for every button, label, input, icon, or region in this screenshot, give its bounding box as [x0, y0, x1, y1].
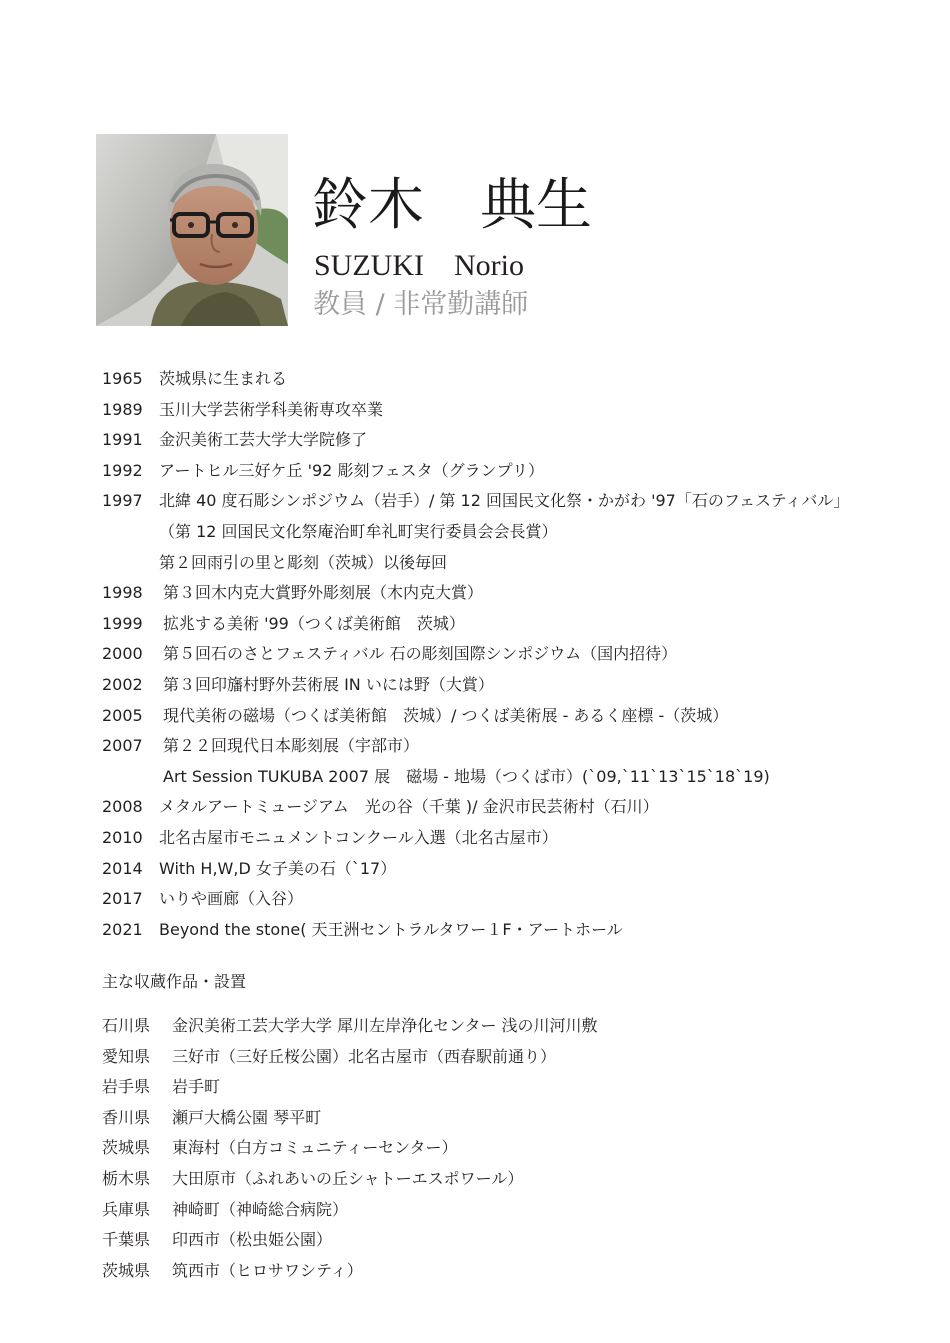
history-item [102, 854, 849, 885]
history-text: Beyond the stone( 天王洲セントラルタワー１F・アートホール [159, 919, 623, 939]
history-text: 第２回雨引の里と彫刻（茨城）以後毎回 [159, 552, 448, 572]
collection-prefecture: 千葉県 [102, 1230, 151, 1250]
collection-item [102, 1256, 598, 1287]
collection-text: 東海村（白方コミュニティーセンター） [172, 1138, 458, 1158]
history-text: 現代美術の磁場（つくば美術館 茨城）/ つくば美術展 - あるく座標 -（茨城） [163, 705, 729, 725]
history-item [102, 915, 849, 946]
career-history-list [102, 364, 849, 945]
history-item-continuation [102, 762, 849, 793]
history-year: 2021 [102, 919, 143, 939]
collections-heading: 主な収蔵作品・設置 [102, 972, 247, 991]
history-item-continuation [102, 517, 849, 548]
history-text: 第３回木内克大賞野外彫刻展（木内克大賞） [163, 583, 484, 603]
history-text: （第 12 回国民文化祭庵治町牟礼町実行委員会会長賞） [159, 521, 558, 541]
history-text: 第２２回現代日本彫刻展（宇部市） [163, 736, 420, 756]
collection-prefecture: 石川県 [102, 1016, 151, 1035]
history-item [102, 792, 849, 823]
history-year: 1992 [102, 460, 143, 480]
history-item [102, 701, 849, 732]
collection-text: 筑西市（ヒロサワシティ） [172, 1260, 363, 1280]
history-year: 2000 [102, 644, 143, 664]
history-text: 茨城県に生まれる [159, 369, 288, 388]
history-item [102, 670, 849, 701]
collection-item [102, 1164, 598, 1195]
collection-prefecture: 兵庫県 [102, 1199, 151, 1219]
history-year: 2010 [102, 827, 143, 847]
history-year: 2008 [102, 797, 143, 817]
history-text: アートヒル三好ケ丘 '92 彫刻フェスタ（グランプリ） [159, 460, 545, 480]
history-item [102, 456, 849, 487]
history-item [102, 364, 849, 395]
history-item [102, 578, 849, 609]
history-text: 拡兆する美術 '99（つくば美術館 茨城） [163, 613, 465, 633]
collection-item [102, 1133, 598, 1164]
collection-text: 岩手町 [172, 1077, 221, 1097]
collection-prefecture: 茨城県 [102, 1138, 151, 1158]
history-text: 玉川大学芸術学科美術専攻卒業 [159, 399, 384, 419]
history-year: 1989 [102, 399, 143, 419]
history-item [102, 609, 849, 640]
history-item [102, 731, 849, 762]
collection-text: 大田原市（ふれあいの丘シャトーエスポワール） [172, 1168, 524, 1188]
collection-item [102, 1042, 598, 1073]
collection-text: 神崎町（神崎総合病院） [172, 1199, 349, 1219]
collection-item [102, 1103, 598, 1134]
history-text: 第５回石のさとフェスティバル 石の彫刻国際シンポジウム（国内招待） [163, 644, 678, 664]
portrait-illustration [96, 134, 288, 326]
history-item [102, 639, 849, 670]
history-year: 1965 [102, 369, 143, 388]
history-text: 金沢美術工芸大学大学院修了 [159, 430, 368, 450]
collection-text: 三好市（三好丘桜公園）北名古屋市（西春駅前通り） [172, 1046, 557, 1066]
collection-item [102, 1225, 598, 1256]
history-year: 2007 [102, 736, 143, 756]
portrait-photo [96, 134, 288, 326]
name-english: SUZUKI Norio [314, 249, 524, 282]
collection-prefecture: 香川県 [102, 1107, 151, 1127]
history-text: 北緯 40 度石彫シンポジウム（岩手）/ 第 12 回国民文化祭・かがわ '97「石のフェスティバル」 [159, 491, 850, 511]
collection-item [102, 1011, 598, 1042]
history-item [102, 486, 849, 517]
name-japanese: 鈴木 典生 [312, 173, 592, 238]
history-year: 1991 [102, 430, 143, 450]
collection-prefecture: 茨城県 [102, 1260, 151, 1280]
history-text: With H,W,D 女子美の石（`17） [159, 858, 397, 878]
history-text: メタルアートミュージアム 光の谷（千葉 )/ 金沢市民芸術村（石川） [159, 797, 659, 817]
history-year: 2017 [102, 889, 143, 909]
collection-item [102, 1072, 598, 1103]
collection-item [102, 1195, 598, 1226]
collection-prefecture: 岩手県 [102, 1077, 151, 1097]
collection-prefecture: 栃木県 [102, 1168, 151, 1188]
collection-prefecture: 愛知県 [102, 1046, 151, 1066]
history-text: Art Session TUKUBA 2007 展 磁場 - 地場（つくば市）(`09,`11`13`15`18`19) [163, 766, 770, 786]
history-item [102, 823, 849, 854]
history-text: いりや画廊（入谷） [159, 889, 304, 909]
history-text: 第３回印旛村野外芸術展 IN いには野（大賞） [163, 674, 494, 694]
collection-text: 印西市（松虫姫公園） [172, 1230, 333, 1250]
history-year: 2014 [102, 858, 143, 878]
history-year: 1997 [102, 491, 143, 511]
collections-list [102, 1011, 598, 1286]
history-item [102, 425, 849, 456]
history-item-continuation [102, 548, 849, 579]
role-title: 教員 / 非常勤講師 [313, 289, 529, 320]
history-item [102, 884, 849, 915]
history-year: 1998 [102, 583, 143, 603]
history-year: 2002 [102, 674, 143, 694]
history-year: 1999 [102, 613, 143, 633]
collection-text: 瀬戸大橋公園 琴平町 [172, 1107, 322, 1127]
history-year: 2005 [102, 705, 143, 725]
history-text: 北名古屋市モニュメントコンクール入選（北名古屋市） [159, 827, 558, 847]
collection-text: 金沢美術工芸大学大学 犀川左岸浄化センター 浅の川河川敷 [172, 1016, 598, 1035]
history-item [102, 395, 849, 426]
